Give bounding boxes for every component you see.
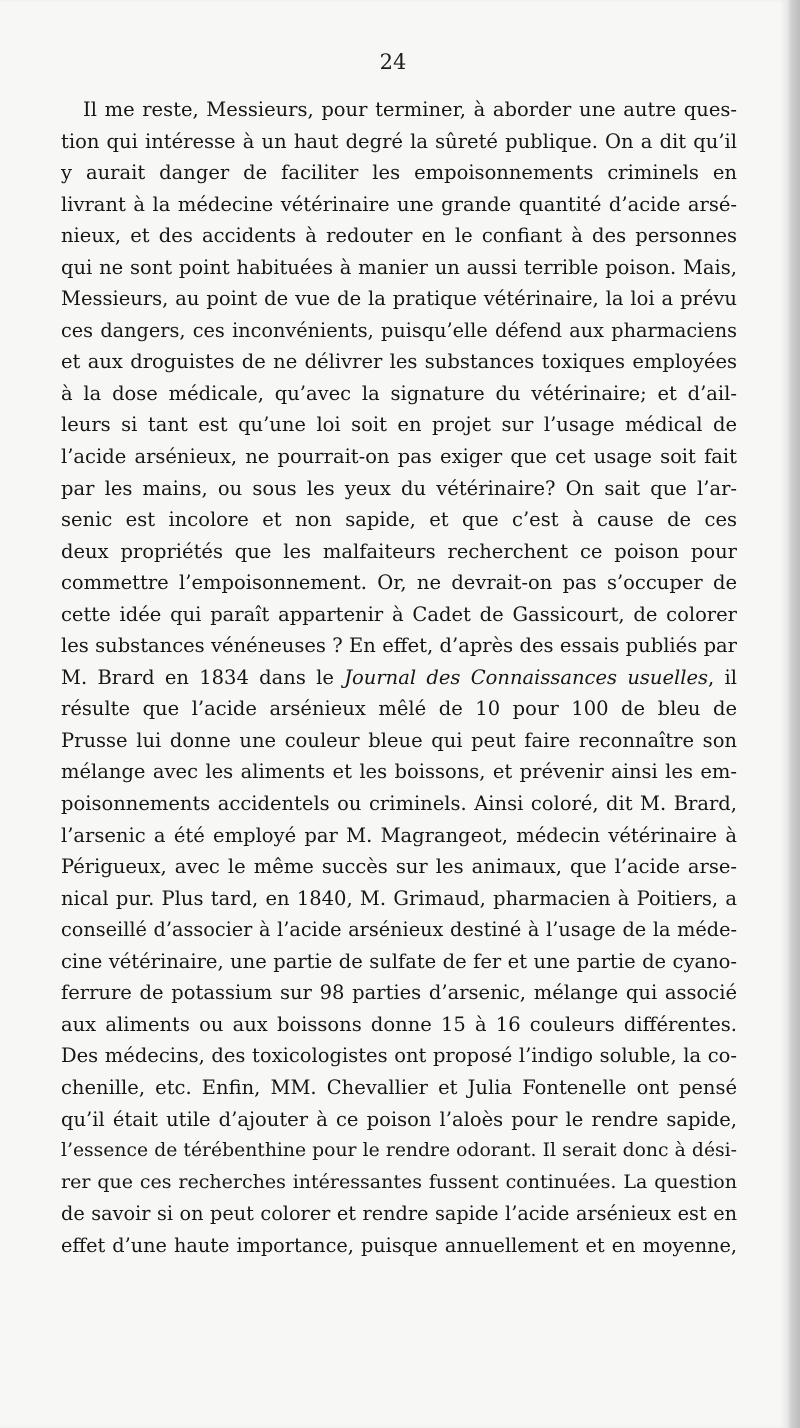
text-line: à la dose médicale, qu’avec la signature du vétérinaire; et d’ail- [61,381,737,405]
text-line: chenille, etc. Enfin, MM. Chevallier et Julia Fontenelle ont pensé [61,1075,737,1099]
text-line: commettre l’empoisonnement. Or, ne devrait-on pas s’occuper de [61,571,737,595]
text-line: de savoir si on peut colorer et rendre sapide l’acide arsénieux est en [61,1202,737,1226]
text-line: ces dangers, ces inconvénients, puisqu’elle défend aux pharmaciens [61,318,737,342]
text-line: résulte que l’acide arsénieux mêlé de 10 pour 100 de bleu de [61,697,737,721]
text-line: qu’il était utile d’ajouter à ce poison l’aloès pour le rendre sapide, [61,1107,737,1131]
text-line: senic est incolore et non sapide, et que c’est à cause de ces [61,508,737,532]
text-line: deux propriétés que les malfaiteurs recherchent ce poison pour [61,539,737,563]
text-line: Il me reste, Messieurs, pour terminer, à aborder une autre ques- [83,98,737,121]
page-edge-shadow [786,0,800,1428]
body-text [61,94,737,1261]
text-line: rer que ces recherches intéressantes fussent continuées. La question [61,1170,737,1193]
text-line: nieux, et des accidents à redouter en le confiant à des personnes [61,224,737,248]
text-line: cine vétérinaire, une partie de sulfate de fer et une partie de cyano- [61,949,737,973]
journal-title: Journal des Connaissances usuelles [344,665,709,689]
text-line: Prusse lui donne une couleur bleue qui peut faire reconnaître son [61,728,737,752]
text-line: cette idée qui paraît appartenir à Cadet de Gassicourt, de colorer [61,602,737,626]
text-line: aux aliments ou aux boissons donne 15 à 16 couleurs différentes. [61,1012,737,1036]
text-line: l’arsenic a été employé par M. Magrangeot, médecin vétérinaire à [61,823,737,847]
text-line: Des médecins, des toxicologistes ont proposé l’indigo soluble, la co- [61,1044,737,1068]
text-line: qui ne sont point habituées à manier un aussi terrible poison. Mais, [61,255,737,279]
text-line: mélange avec les aliments et les boissons, et prévenir ainsi les em- [61,760,737,784]
text-line: poisonnements accidentels ou criminels. Ainsi coloré, dit M. Brard, [61,792,737,816]
text-line: Périgueux, avec le même succès sur les animaux, que l’acide arse- [61,855,737,879]
text-line: par les mains, ou sous les yeux du vétérinaire? On sait que l’ar- [61,476,737,500]
page-number: 24 [379,50,407,74]
text-line: y aurait danger de faciliter les empoisonnements criminels en [61,161,737,185]
text-line: effet d’une haute importance, puisque annuellement et en moyenne, [61,1233,737,1257]
text-line: l’essence de térébenthine pour le rendre odorant. Il serait donc à dési- [61,1140,737,1162]
text-line: livrant à la médecine vétérinaire une grande quantité d’acide arsé- [61,192,737,216]
text-line: l’acide arsénieux, ne pourrait-on pas exiger que cet usage soit fait [61,445,737,469]
text-line: tion qui intéresse à un haut degré la sûreté publique. On a dit qu’il [61,129,737,153]
text-line: leurs si tant est qu’une loi soit en projet sur l’usage médical de [61,413,737,437]
text-line: les substances vénéneuses ? En effet, d’après des essais publiés par [61,634,737,658]
text-segment: , il [708,665,737,689]
text-segment: M. Brard en 1834 dans le [61,665,345,689]
text-line: et aux droguistes de ne délivrer les substances toxiques employées [61,350,737,374]
text-line: conseillé d’associer à l’acide arsénieux destiné à l’usage de la méde- [61,918,737,942]
text-line: Messieurs, au point de vue de la pratique vétérinaire, la loi a prévu [61,287,737,311]
text-line: ferrure de potassium sur 98 parties d’arsenic, mélange qui associé [61,981,737,1005]
text-line: nical pur. Plus tard, en 1840, M. Grimaud, pharmacien à Poitiers, a [61,886,737,910]
text-line [61,662,737,694]
